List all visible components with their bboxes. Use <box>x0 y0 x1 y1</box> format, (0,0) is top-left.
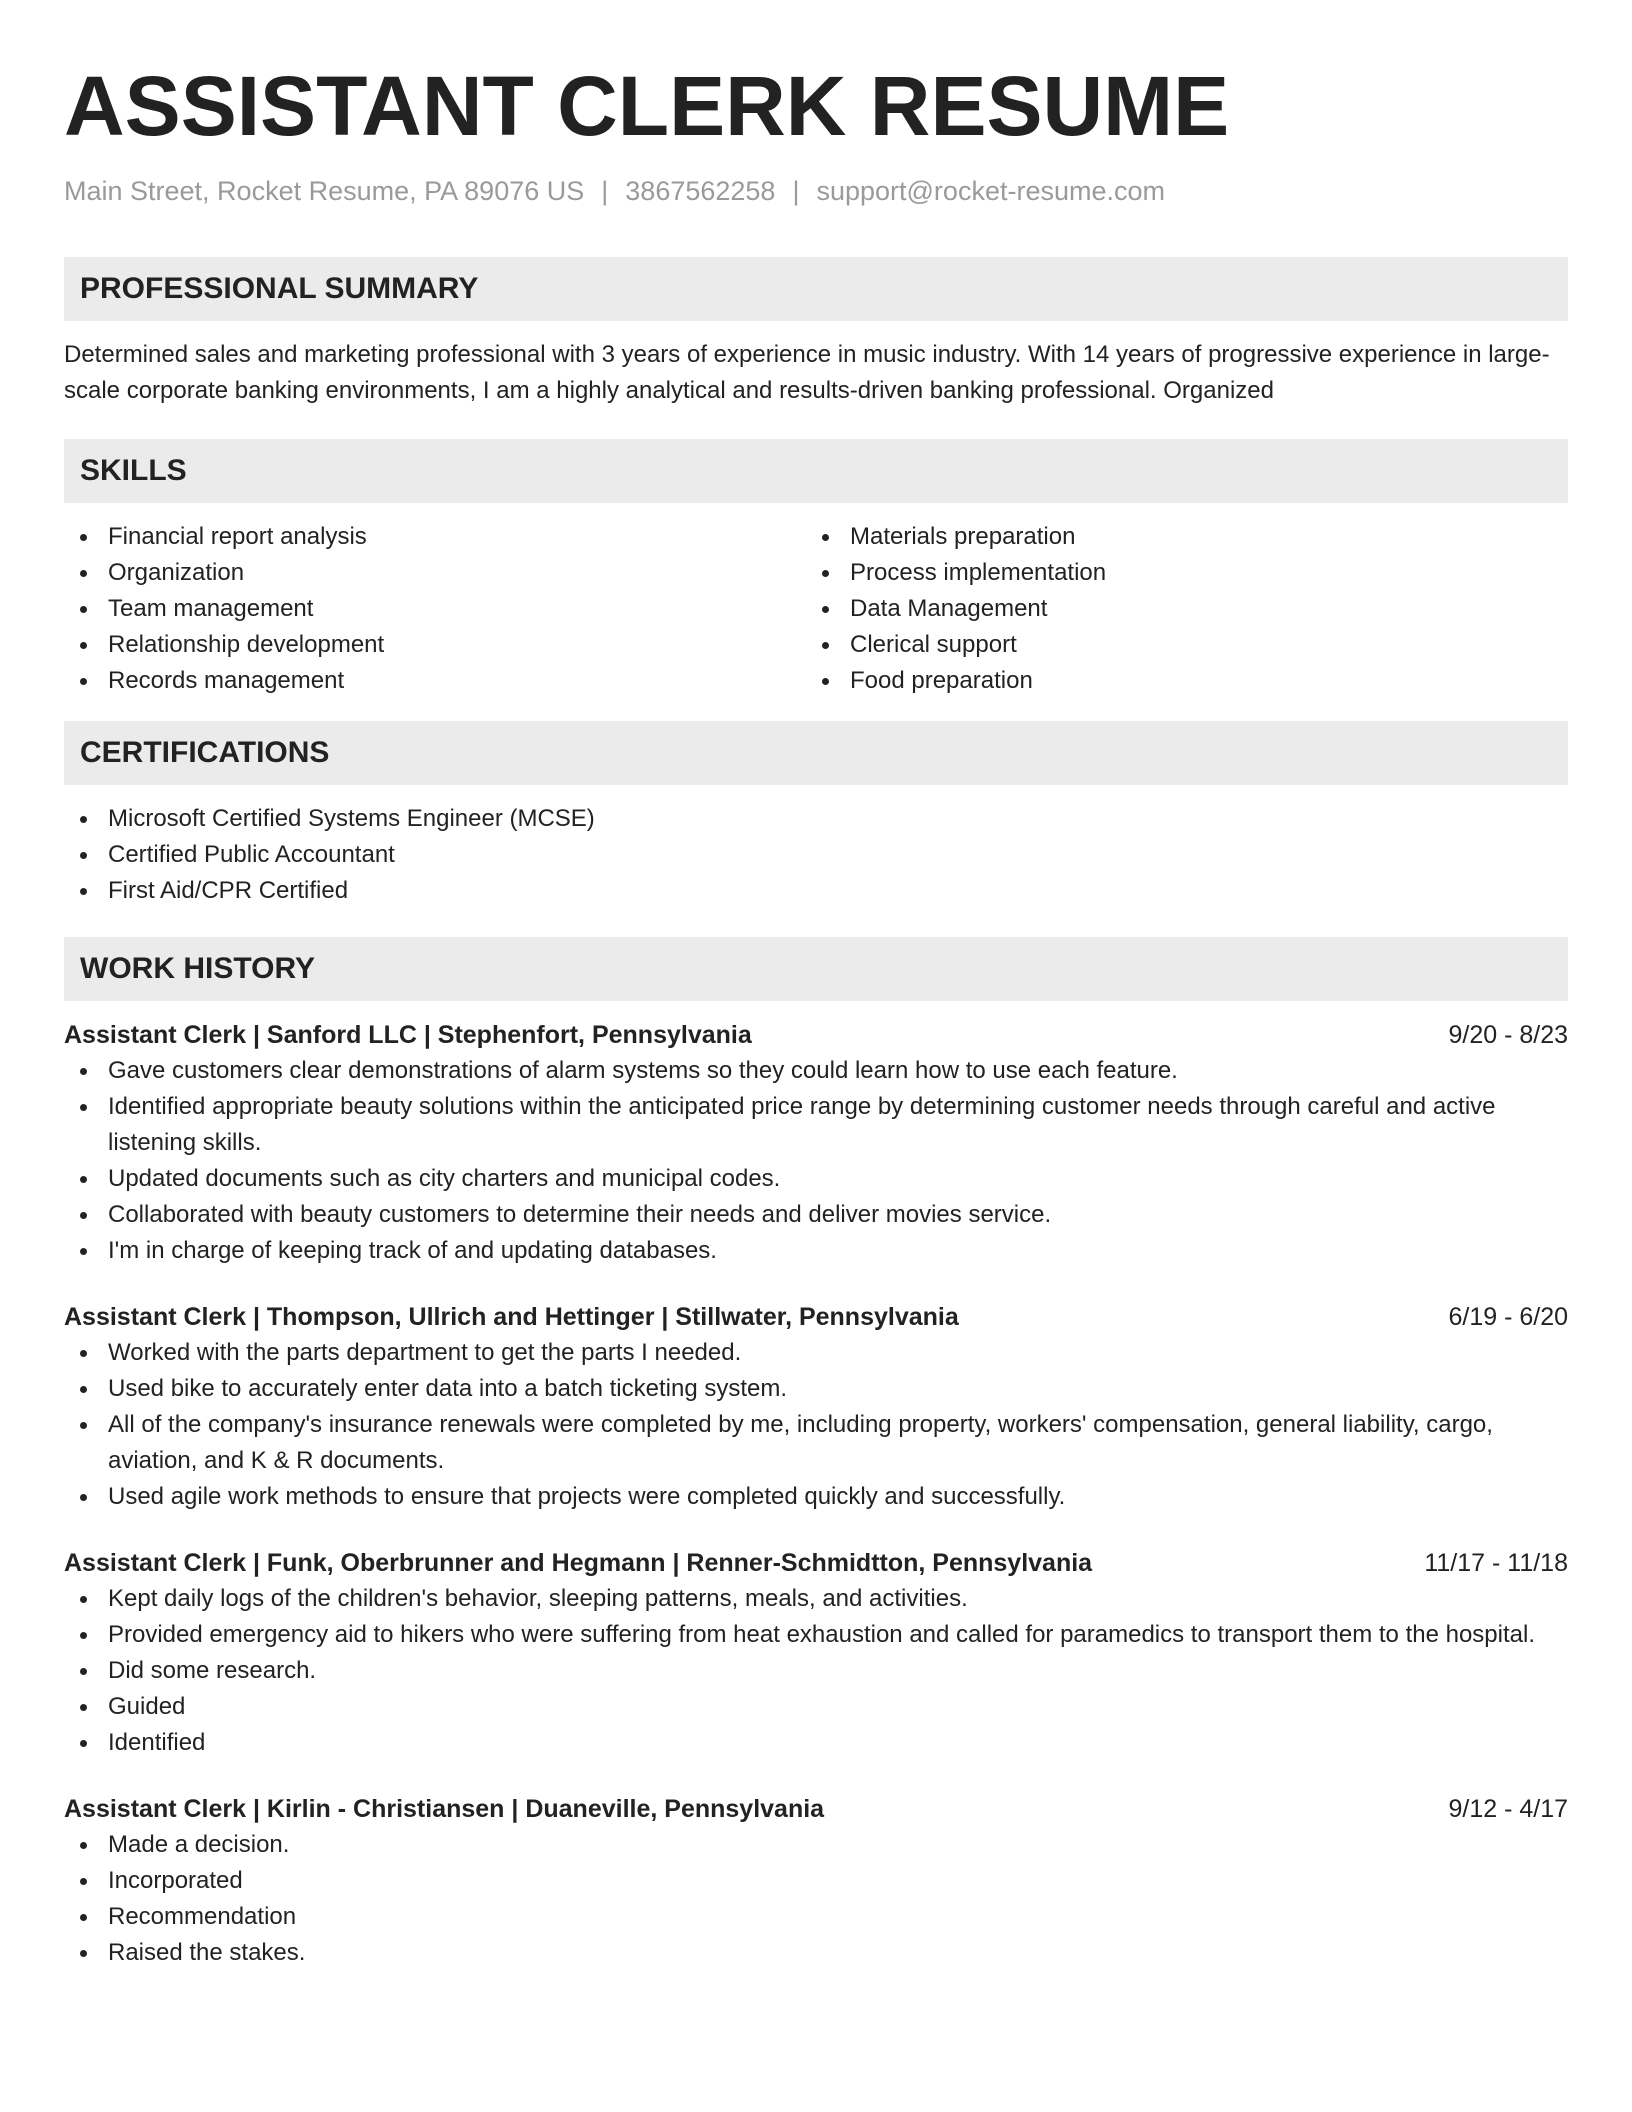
job-duties-list <box>64 1335 1568 1515</box>
job-duty: I'm in charge of keeping track of and updating databases. <box>64 1233 1568 1269</box>
job-duty: Updated documents such as city charters and municipal codes. <box>64 1161 1568 1197</box>
certification-item: Microsoft Certified Systems Engineer (MCSE) <box>64 801 1568 837</box>
job-header <box>64 1545 1568 1581</box>
skills-column-left <box>64 519 806 699</box>
job-duty: Used agile work methods to ensure that projects were completed quickly and successfully. <box>64 1479 1568 1515</box>
skills-section <box>64 439 1568 699</box>
job-duties-list <box>64 1053 1568 1269</box>
certification-item: Certified Public Accountant <box>64 837 1568 873</box>
job-duty: Worked with the parts department to get the parts I needed. <box>64 1335 1568 1371</box>
skill-item: Team management <box>64 591 806 627</box>
job-title: Assistant Clerk | Kirlin - Christiansen | Duaneville, Pennsylvania <box>64 1795 825 1823</box>
contact-line <box>64 174 1568 208</box>
job-dates: 9/20 - 8/23 <box>1448 1021 1568 1049</box>
summary-text: Determined sales and marketing professional with 3 years of experience in music industry. With 14 years of progressive experience in large-scale corporate banking environments, I am a highly analytical and results-driven banking professional. Organized <box>64 341 1550 404</box>
skill-item: Process implementation <box>806 555 1548 591</box>
contact-separator: | <box>792 176 800 206</box>
contact-separator: | <box>601 176 609 206</box>
job-entry <box>64 1017 1568 1269</box>
job-duty: Incorporated <box>64 1863 1568 1899</box>
job-duty: Gave customers clear demonstrations of alarm systems so they could learn how to use each feature. <box>64 1053 1568 1089</box>
certifications-section <box>64 721 1568 909</box>
job-duty: Collaborated with beauty customers to determine their needs and deliver movies service. <box>64 1197 1568 1233</box>
job-duty: Made a decision. <box>64 1827 1568 1863</box>
skills-list-left <box>64 519 806 699</box>
skills-heading: SKILLS <box>64 439 1568 503</box>
job-entry <box>64 1791 1568 1971</box>
skill-item: Relationship development <box>64 627 806 663</box>
job-entry <box>64 1299 1568 1515</box>
certification-item: First Aid/CPR Certified <box>64 873 1568 909</box>
job-title: Assistant Clerk | Sanford LLC | Stephenfort, Pennsylvania <box>64 1021 752 1049</box>
job-duty: Did some research. <box>64 1653 1568 1689</box>
summary-heading: PROFESSIONAL SUMMARY <box>64 257 1568 321</box>
job-duty: Recommendation <box>64 1899 1568 1935</box>
job-duty: Guided <box>64 1689 1568 1725</box>
job-dates: 11/17 - 11/18 <box>1424 1549 1568 1577</box>
job-duty: Used bike to accurately enter data into a batch ticketing system. <box>64 1371 1568 1407</box>
work-history-heading: WORK HISTORY <box>64 937 1568 1001</box>
job-duty: Raised the stakes. <box>64 1935 1568 1971</box>
job-header <box>64 1791 1568 1827</box>
skill-item: Organization <box>64 555 806 591</box>
work-history-section <box>64 937 1568 1971</box>
certifications-heading: CERTIFICATIONS <box>64 721 1568 785</box>
job-duty: All of the company's insurance renewals were completed by me, including property, workers' compensation, general liability, cargo, aviation, and K & R documents. <box>64 1407 1568 1479</box>
job-entry <box>64 1545 1568 1761</box>
job-duty: Kept daily logs of the children's behavior, sleeping patterns, meals, and activities. <box>64 1581 1568 1617</box>
skills-list-right <box>806 519 1548 699</box>
skill-item: Clerical support <box>806 627 1548 663</box>
job-dates: 6/19 - 6/20 <box>1448 1303 1568 1331</box>
skill-item: Food preparation <box>806 663 1548 699</box>
job-title: Assistant Clerk | Thompson, Ullrich and Hettinger | Stillwater, Pennsylvania <box>64 1303 959 1331</box>
job-duty: Identified <box>64 1725 1568 1761</box>
job-header <box>64 1017 1568 1053</box>
contact-email[interactable]: support@rocket-resume.com <box>816 176 1165 206</box>
job-header <box>64 1299 1568 1335</box>
skills-column-right <box>806 519 1548 699</box>
contact-phone: 3867562258 <box>625 176 776 206</box>
skill-item: Data Management <box>806 591 1548 627</box>
job-duties-list <box>64 1827 1568 1971</box>
job-title: Assistant Clerk | Funk, Oberbrunner and Hegmann | Renner-Schmidtton, Pennsylvania <box>64 1549 1093 1577</box>
skill-item: Records management <box>64 663 806 699</box>
job-duty: Identified appropriate beauty solutions within the anticipated price range by determining customer needs through careful and active listening skills. <box>64 1089 1568 1161</box>
summary-section <box>64 257 1568 409</box>
job-dates: 9/12 - 4/17 <box>1448 1795 1568 1823</box>
resume-title: ASSISTANT CLERK RESUME <box>64 59 1230 153</box>
contact-address: Main Street, Rocket Resume, PA 89076 US <box>64 176 585 206</box>
job-duty: Provided emergency aid to hikers who were suffering from heat exhaustion and called for paramedics to transport them to the hospital. <box>64 1617 1568 1653</box>
skill-item: Financial report analysis <box>64 519 806 555</box>
certifications-list <box>64 801 1568 909</box>
skill-item: Materials preparation <box>806 519 1548 555</box>
job-duties-list <box>64 1581 1568 1761</box>
skills-grid <box>64 519 1568 699</box>
